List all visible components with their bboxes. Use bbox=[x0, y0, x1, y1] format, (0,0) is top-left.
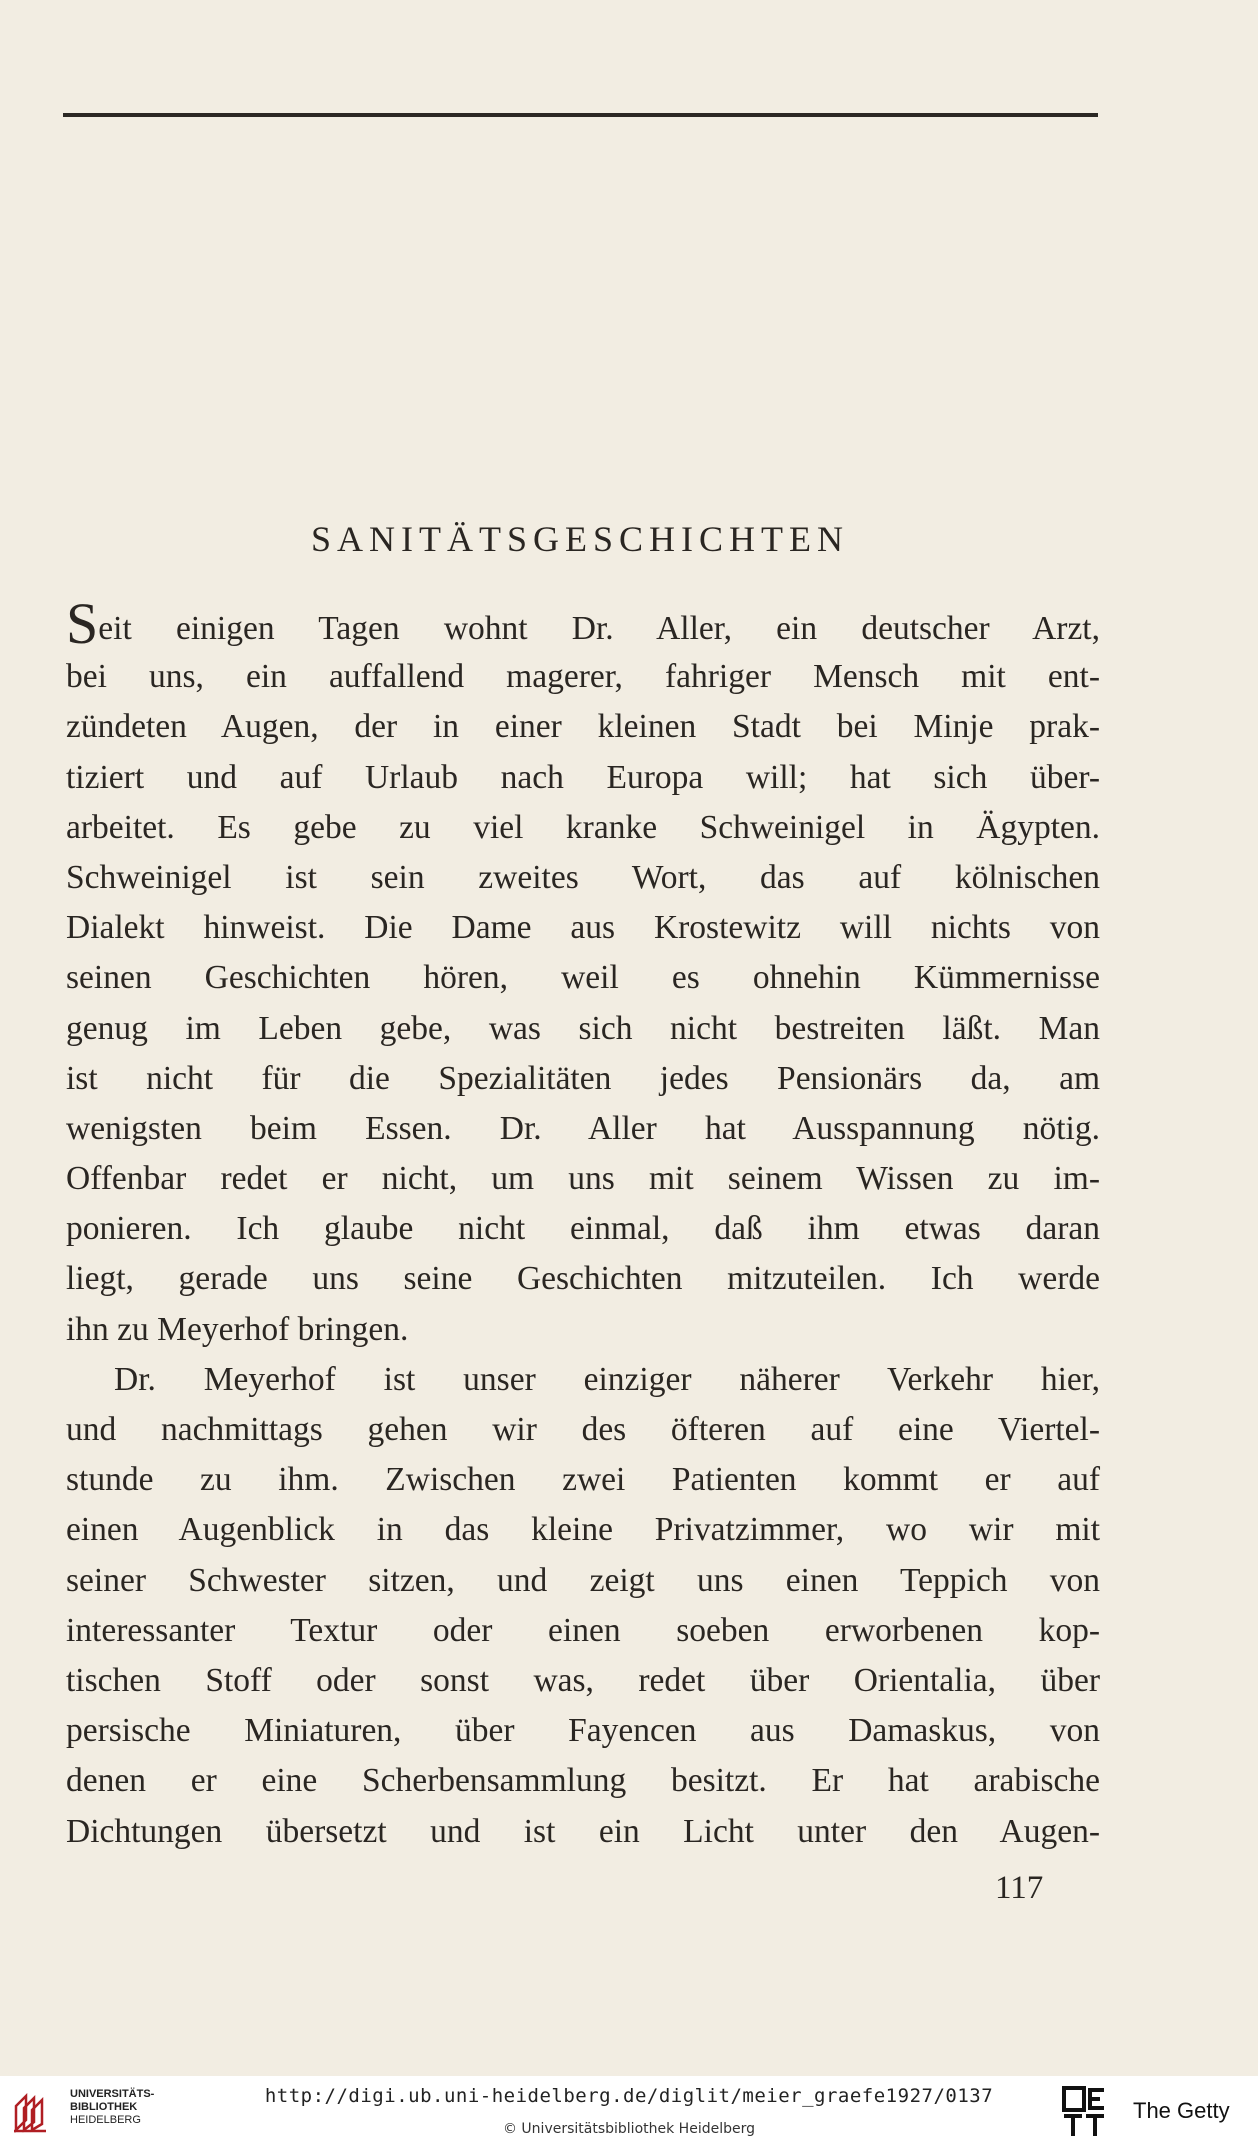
text-line: zündeten Augen, der in einer kleinen Stadt bei Minje prak- bbox=[66, 708, 1100, 746]
text-line: stunde zu ihm. Zwischen zwei Patienten kommt er auf bbox=[66, 1461, 1100, 1499]
top-rule bbox=[63, 113, 1098, 117]
text-line: arbeitet. Es gebe zu viel kranke Schweinigel in Ägypten. bbox=[66, 808, 1100, 846]
chapter-title: SANITÄTSGESCHICHTEN bbox=[310, 519, 849, 559]
text-line: und nachmittags gehen wir des öfteren auf eine Viertel- bbox=[66, 1411, 1100, 1448]
text-line: ponieren. Ich glaube nicht einmal, daß ihm etwas daran bbox=[66, 1210, 1100, 1248]
page-number: 117 bbox=[995, 1870, 1044, 1906]
text-line: tischen Stoff oder sonst was, redet über Orientalia, über bbox=[66, 1661, 1100, 1699]
copyright-notice: © Universitätsbibliothek Heidelberg bbox=[502, 2121, 755, 2137]
text-line: Schweinigel ist sein zweites Wort, das auf kölnischen bbox=[66, 858, 1100, 896]
text-line: ist nicht für die Spezialitäten jedes Pensionärs da, am bbox=[66, 1059, 1100, 1097]
library-name-line: HEIDELBERG bbox=[70, 2114, 141, 2126]
text-line: liegt, gerade uns seine Geschichten mitzuteilen. Ich werde bbox=[66, 1260, 1100, 1298]
library-name-line: BIBLIOTHEK bbox=[70, 2101, 138, 2113]
text-line: Offenbar redet er nicht, um uns mit seinem Wissen zu im- bbox=[66, 1160, 1100, 1198]
permalink-url[interactable]: http://digi.ub.uni-heidelberg.de/diglit/meier_graefe1927/0137 bbox=[264, 2085, 994, 2107]
text-line: wenigsten beim Essen. Dr. Aller hat Ausspannung nötig. bbox=[66, 1109, 1100, 1147]
text-line: ihn zu Meyerhof bringen. bbox=[66, 1310, 409, 1348]
text-line: persische Miniaturen, über Fayencen aus Damaskus, von bbox=[66, 1712, 1100, 1750]
text-line: interessanter Textur oder einen soeben erworbenen kop- bbox=[66, 1611, 1100, 1649]
getty-label: The Getty bbox=[1133, 2098, 1230, 2123]
text-line: Dr. Meyerhof ist unser einziger näherer Verkehr hier, bbox=[114, 1360, 1100, 1398]
getty-logo-icon[interactable] bbox=[1060, 2084, 1112, 2140]
footer-bar bbox=[0, 2076, 1258, 2147]
library-name-line: UNIVERSITÄTS- bbox=[70, 2088, 155, 2100]
text-line: einen Augenblick in das kleine Privatzimmer, wo wir mit bbox=[66, 1511, 1100, 1549]
text-line: bei uns, ein auffallend magerer, fahriger Mensch mit ent- bbox=[66, 658, 1100, 696]
drop-cap: S bbox=[66, 591, 99, 656]
text-line: denen er eine Scherbensammlung besitzt. Er hat arabische bbox=[66, 1762, 1100, 1800]
text-line bbox=[66, 591, 1100, 656]
text-line-content: eit einigen Tagen wohnt Dr. Aller, ein deutscher Arzt, bbox=[98, 610, 1100, 647]
text-line: Dichtungen übersetzt und ist ein Licht unter den Augen- bbox=[66, 1812, 1100, 1850]
text-line: Dialekt hinweist. Die Dame aus Krostewitz will nichts von bbox=[66, 909, 1100, 947]
text-line: genug im Leben gebe, was sich nicht bestreiten läßt. Man bbox=[66, 1009, 1100, 1047]
text-line: seinen Geschichten hören, weil es ohnehin Kümmernisse bbox=[66, 959, 1100, 997]
text-line: tiziert und auf Urlaub nach Europa will; hat sich über- bbox=[66, 758, 1100, 796]
body-text bbox=[66, 591, 1100, 1857]
text-line: seiner Schwester sitzen, und zeigt uns einen Teppich von bbox=[66, 1561, 1100, 1599]
